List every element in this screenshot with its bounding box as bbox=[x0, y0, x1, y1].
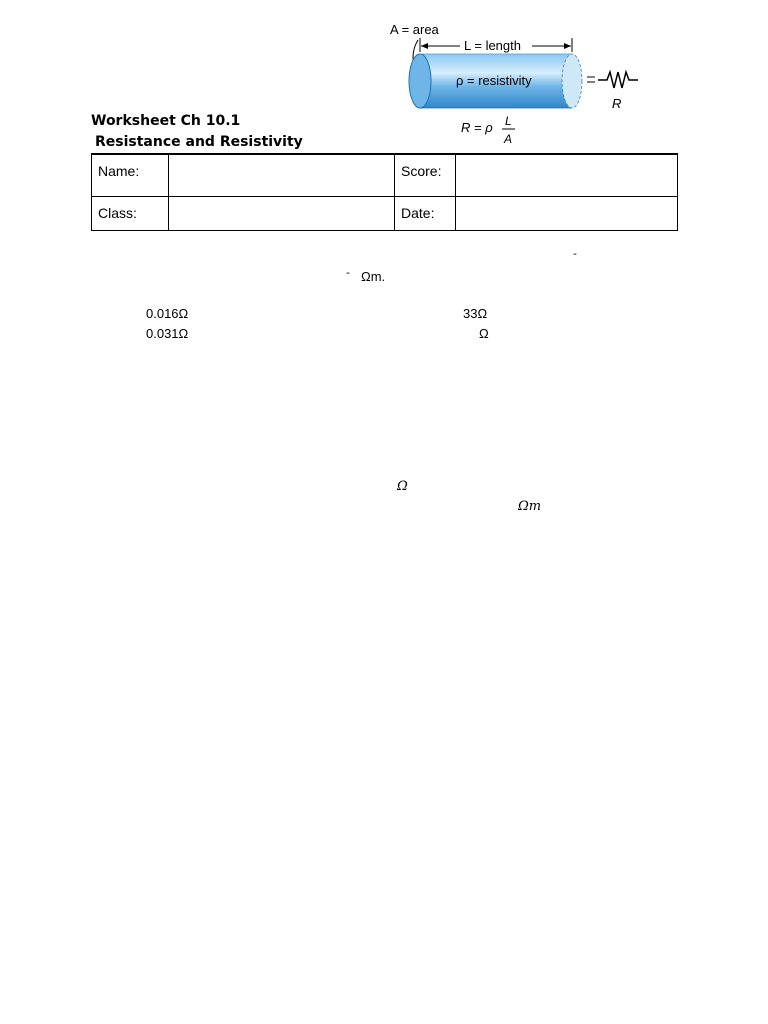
score-field[interactable] bbox=[456, 154, 678, 197]
class-label: Class: bbox=[92, 197, 169, 231]
name-label: Name: bbox=[92, 154, 169, 197]
worksheet-subtitle: Resistance and Resistivity bbox=[95, 134, 303, 150]
name-field[interactable] bbox=[169, 154, 395, 197]
score-label: Score: bbox=[395, 154, 456, 197]
date-label: Date: bbox=[395, 197, 456, 231]
length-arrow-left bbox=[421, 43, 428, 49]
option-b: 0.031Ω bbox=[146, 326, 189, 341]
option-c: 33Ω bbox=[463, 306, 488, 321]
option-d: Ω bbox=[479, 326, 489, 341]
resistor-label: R bbox=[612, 96, 622, 111]
info-row-2 bbox=[92, 197, 678, 231]
omega-symbol: Ω bbox=[397, 479, 408, 494]
area-label: A = area bbox=[390, 22, 439, 37]
resistor-symbol bbox=[598, 72, 638, 88]
info-row-1 bbox=[92, 154, 678, 197]
formula-denominator: A bbox=[504, 132, 513, 146]
length-arrow-right bbox=[564, 43, 571, 49]
date-field[interactable] bbox=[456, 197, 678, 231]
formula-lhs: R = ρ bbox=[461, 120, 493, 135]
length-label: L = length bbox=[464, 38, 521, 53]
option-a: 0.016Ω bbox=[146, 306, 189, 321]
class-field[interactable] bbox=[169, 197, 395, 231]
resistivity-unit-text: Ωm. bbox=[361, 269, 386, 284]
stray-dash-1: - bbox=[573, 247, 577, 260]
cylinder-right-end bbox=[562, 54, 582, 108]
stray-dash-2: - bbox=[346, 266, 350, 279]
worksheet-title: Worksheet Ch 10.1 bbox=[91, 113, 241, 129]
resistivity-label: ρ = resistivity bbox=[456, 73, 532, 88]
student-info-table bbox=[91, 153, 678, 231]
cylinder-left-end bbox=[409, 54, 431, 108]
formula-numerator: L bbox=[505, 114, 512, 128]
omega-meter-unit: Ωm bbox=[518, 499, 542, 514]
resistivity-diagram bbox=[380, 18, 650, 153]
